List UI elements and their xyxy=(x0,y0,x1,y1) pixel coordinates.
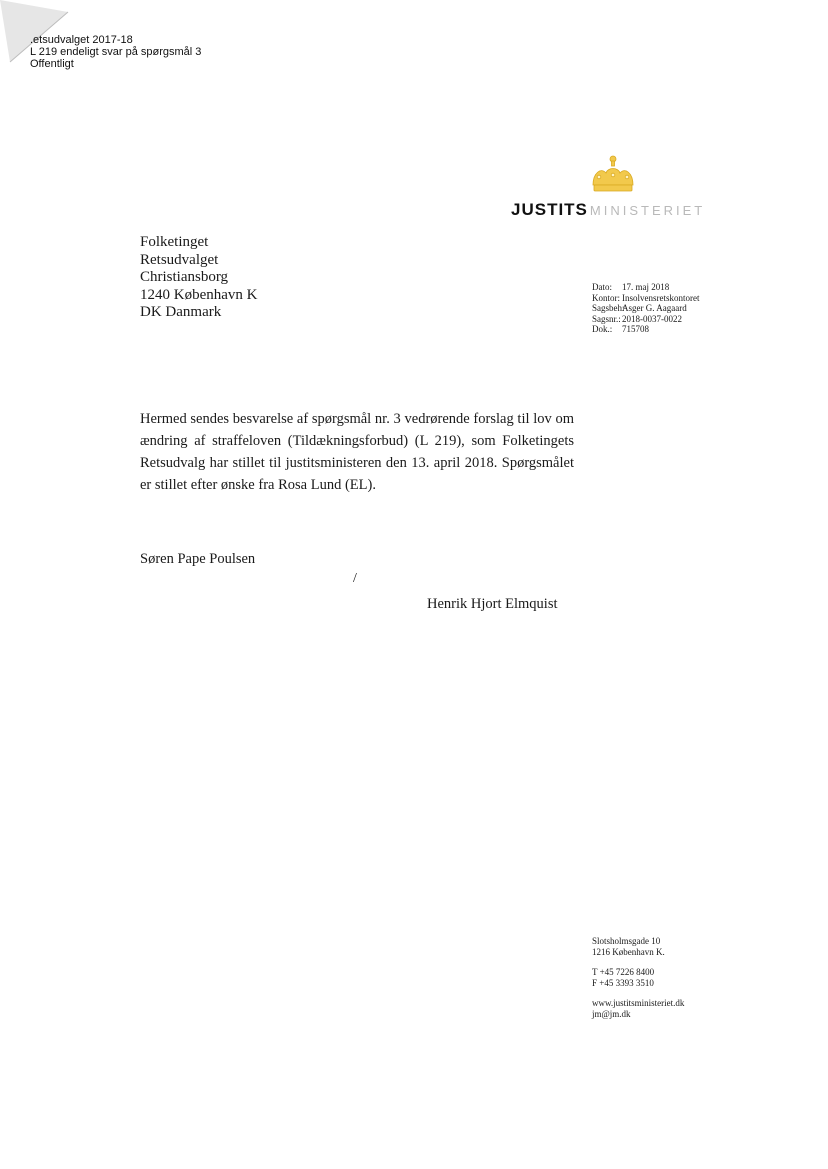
address-line: 1240 København K xyxy=(140,286,258,303)
meta-label: Sagsnr.: xyxy=(592,313,621,324)
letter-body: Hermed sendes besvarelse af spørgsmål nr. 3 vedrørende forslag til lov om ændring af straffeloven (Tildækningsforbud) (L 219), som Folketingets Retsudvalg har stillet til justitsministeren den 13. april 2018. Spørgsmålet er stillet efter ønske fra Rosa Lund (EL). xyxy=(140,411,574,493)
meta-value: Asger G. Aagaard xyxy=(622,303,687,313)
meta-label: Dato: xyxy=(592,282,612,292)
meta-value: 715708 xyxy=(622,324,649,334)
signature-minister: Søren Pape Poulsen xyxy=(140,551,256,567)
contact-online xyxy=(592,998,684,1020)
contact-city: 1216 København K. xyxy=(592,947,665,957)
recipient-address xyxy=(140,234,257,322)
stamp-status: Offentligt xyxy=(30,58,74,70)
contact-address xyxy=(592,936,684,958)
contact-phone: T +45 7226 8400 xyxy=(592,967,655,977)
signature-separator: / xyxy=(353,571,357,586)
meta-value: 17. maj 2018 xyxy=(622,282,670,292)
contact-email: jm@jm.dk xyxy=(592,1009,631,1019)
meta-row-case-number xyxy=(592,314,699,325)
ministry-contact xyxy=(592,936,684,1029)
document-stamp xyxy=(30,34,201,70)
meta-row-handler xyxy=(592,303,699,314)
meta-value: Insolvensretskontoret xyxy=(622,292,700,303)
ministry-logo xyxy=(511,200,705,220)
meta-label: Sagsbeh: xyxy=(592,303,625,313)
address-line: Retsudvalget xyxy=(140,251,219,268)
meta-label: Dok.: xyxy=(592,324,613,334)
logo-justits: JUSTITS xyxy=(511,200,588,219)
contact-phone-group xyxy=(592,967,684,989)
contact-street: Slotsholmsgade 10 xyxy=(592,936,661,946)
address-line: Christiansborg xyxy=(140,269,229,285)
signature-official: Henrik Hjort Elmquist xyxy=(427,596,558,612)
stamp-committee: .etsudvalget 2017-18 xyxy=(30,34,133,46)
contact-fax: F +45 3393 3510 xyxy=(592,978,654,988)
address-line: Folketinget xyxy=(140,234,209,250)
meta-row-office xyxy=(592,293,699,304)
meta-value: 2018-0037-0022 xyxy=(622,313,682,324)
contact-website: www.justitsministeriet.dk xyxy=(592,998,685,1008)
logo-ministeriet: MINISTERIET xyxy=(589,203,706,218)
address-line: DK Danmark xyxy=(140,304,222,320)
meta-row-date xyxy=(592,282,699,293)
stamp-reference: L 219 endeligt svar på spørgsmål 3 xyxy=(30,46,202,58)
crown-icon xyxy=(589,155,637,195)
meta-label: Kontor: xyxy=(592,292,620,303)
meta-row-document xyxy=(592,324,699,335)
case-metadata xyxy=(592,282,699,335)
